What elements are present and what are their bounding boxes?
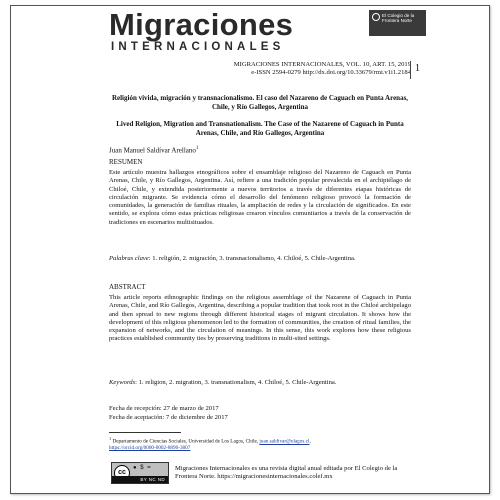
journal-logo-title: Migraciones bbox=[109, 7, 294, 42]
abstract-text: This article reports ethnographic findings on the religious assemblage of the Nazarene of Caguach in Punta Arenas, Chile, and Río Gallegos, Argentina, describing a popular tradition that took root in the Chiloé archipelago and then spread to new regions through different historical stages of migrant circulation. It shows how the development of this religious phenomenon led to the formation of communities, the creation of ritual families, the expansion of networks, and the circulation of meanings. In this sense, this work explores how these religious practices established community ties by preserving traditions in multi-sited settings. bbox=[109, 294, 411, 343]
author-name: Juan Manuel Saldívar Arellano bbox=[109, 146, 196, 155]
journal-masthead bbox=[11, 6, 489, 54]
author-footnote-mark[interactable]: 1 bbox=[195, 146, 199, 151]
document-page bbox=[10, 5, 490, 494]
creative-commons-badge[interactable] bbox=[111, 462, 169, 484]
colef-emblem-icon bbox=[372, 13, 380, 21]
abstract-heading: ABSTRACT bbox=[109, 283, 146, 291]
accepted-date: Fecha de aceptación: 7 de diciembre de 2017 bbox=[109, 414, 228, 422]
abstract-keywords bbox=[109, 379, 411, 387]
footnote-mark: 1 bbox=[109, 436, 112, 441]
cc-license-labels: BY NC ND bbox=[112, 476, 168, 483]
resumen-keywords-label: Palabras clave bbox=[109, 255, 149, 262]
orcid-link[interactable]: https://orcid.org/0000-0002-8890-3807 bbox=[109, 445, 191, 452]
journal-doi-line[interactable]: e-ISSN 2594-0279 http://dx.doi.org/10.33679/rmi.v1i1.2184 bbox=[251, 69, 411, 77]
footnote-separator: , bbox=[309, 438, 311, 445]
footnote-divider bbox=[109, 432, 181, 433]
cc-by-nc-nd-icon: ● $ = bbox=[133, 465, 152, 471]
license-statement: Migraciones Internacionales es una revista digital anual editada por El Colegio de la Frontera Norte. https://migracionesinternacionales.colef.mx bbox=[175, 465, 398, 481]
resumen-keywords-list: : 1. religión, 2. migración, 3. transnacionalismo, 4. Chiloé, 5. Chile-Argentina. bbox=[148, 255, 356, 262]
publisher-logo-text: El Colegio de la Frontera Norte bbox=[382, 13, 415, 24]
journal-logo-subtitle: INTERNACIONALES bbox=[111, 41, 285, 53]
resumen-text: Este artículo muestra hallazgos etnográficos sobre el ensamblaje religioso del Nazareno de Caguach en Punta Arenas, Chile, y Río Gallegos, Argentina. Así, refiere a una tradición popular prevalecida en el archipiélago de Chiloé, Chile, y extendida posteriormente a nuevos territorios a través de diferentes etapas históricas de circulación migrante. Se evidencia cómo el desarrollo del fenómeno religioso provocó la formación de comunidades, la generación de familias rituales, la ampliación de redes y la circulación de significados. En este sentido, se explora cómo estas prácticas religiosas crearon vínculos comunitarios a través de la conservación de tradiciones en escenarios multisituados. bbox=[109, 169, 411, 226]
resumen-keywords bbox=[109, 255, 411, 263]
abstract-keywords-list: : 1. religion, 2. migration, 3. transnationalism, 4. Chiloé, 5. Chile-Argentina. bbox=[135, 379, 337, 386]
article-title-english: Lived Religion, Migration and Transnationalism. The Case of the Nazarene of Caguach in Punta Arenas, Chile, and Río Gallegos, Argentina bbox=[116, 120, 404, 137]
author-email-link[interactable]: juan.saldivar@ulagos.cl bbox=[259, 438, 310, 445]
author-line bbox=[109, 146, 198, 154]
resumen-heading: RESUMEN bbox=[109, 158, 143, 166]
cc-logo-icon: cc bbox=[114, 465, 130, 481]
publisher-logo bbox=[369, 10, 426, 36]
submission-dates bbox=[109, 404, 228, 423]
abstract-keywords-label: Keywords bbox=[109, 379, 136, 386]
journal-citation-block bbox=[234, 61, 411, 77]
author-footnote bbox=[109, 436, 414, 452]
page-number: 1 bbox=[410, 61, 420, 79]
journal-volume-line: MIGRACIONES INTERNACIONALES, VOL. 10, ART. 15, 2019 bbox=[233, 61, 411, 68]
article-title-spanish: Religión vivida, migración y transnacionalismo. El caso del Nazareno de Caguach en Punta Arenas, Chile, y Río Gallegos, Argentina bbox=[111, 94, 409, 111]
footnote-affiliation: Departamento de Ciencias Sociales, Universidad de Los Lagos, Chile, bbox=[111, 438, 260, 445]
received-date: Fecha de recepción: 27 de marzo de 2017 bbox=[109, 405, 219, 412]
